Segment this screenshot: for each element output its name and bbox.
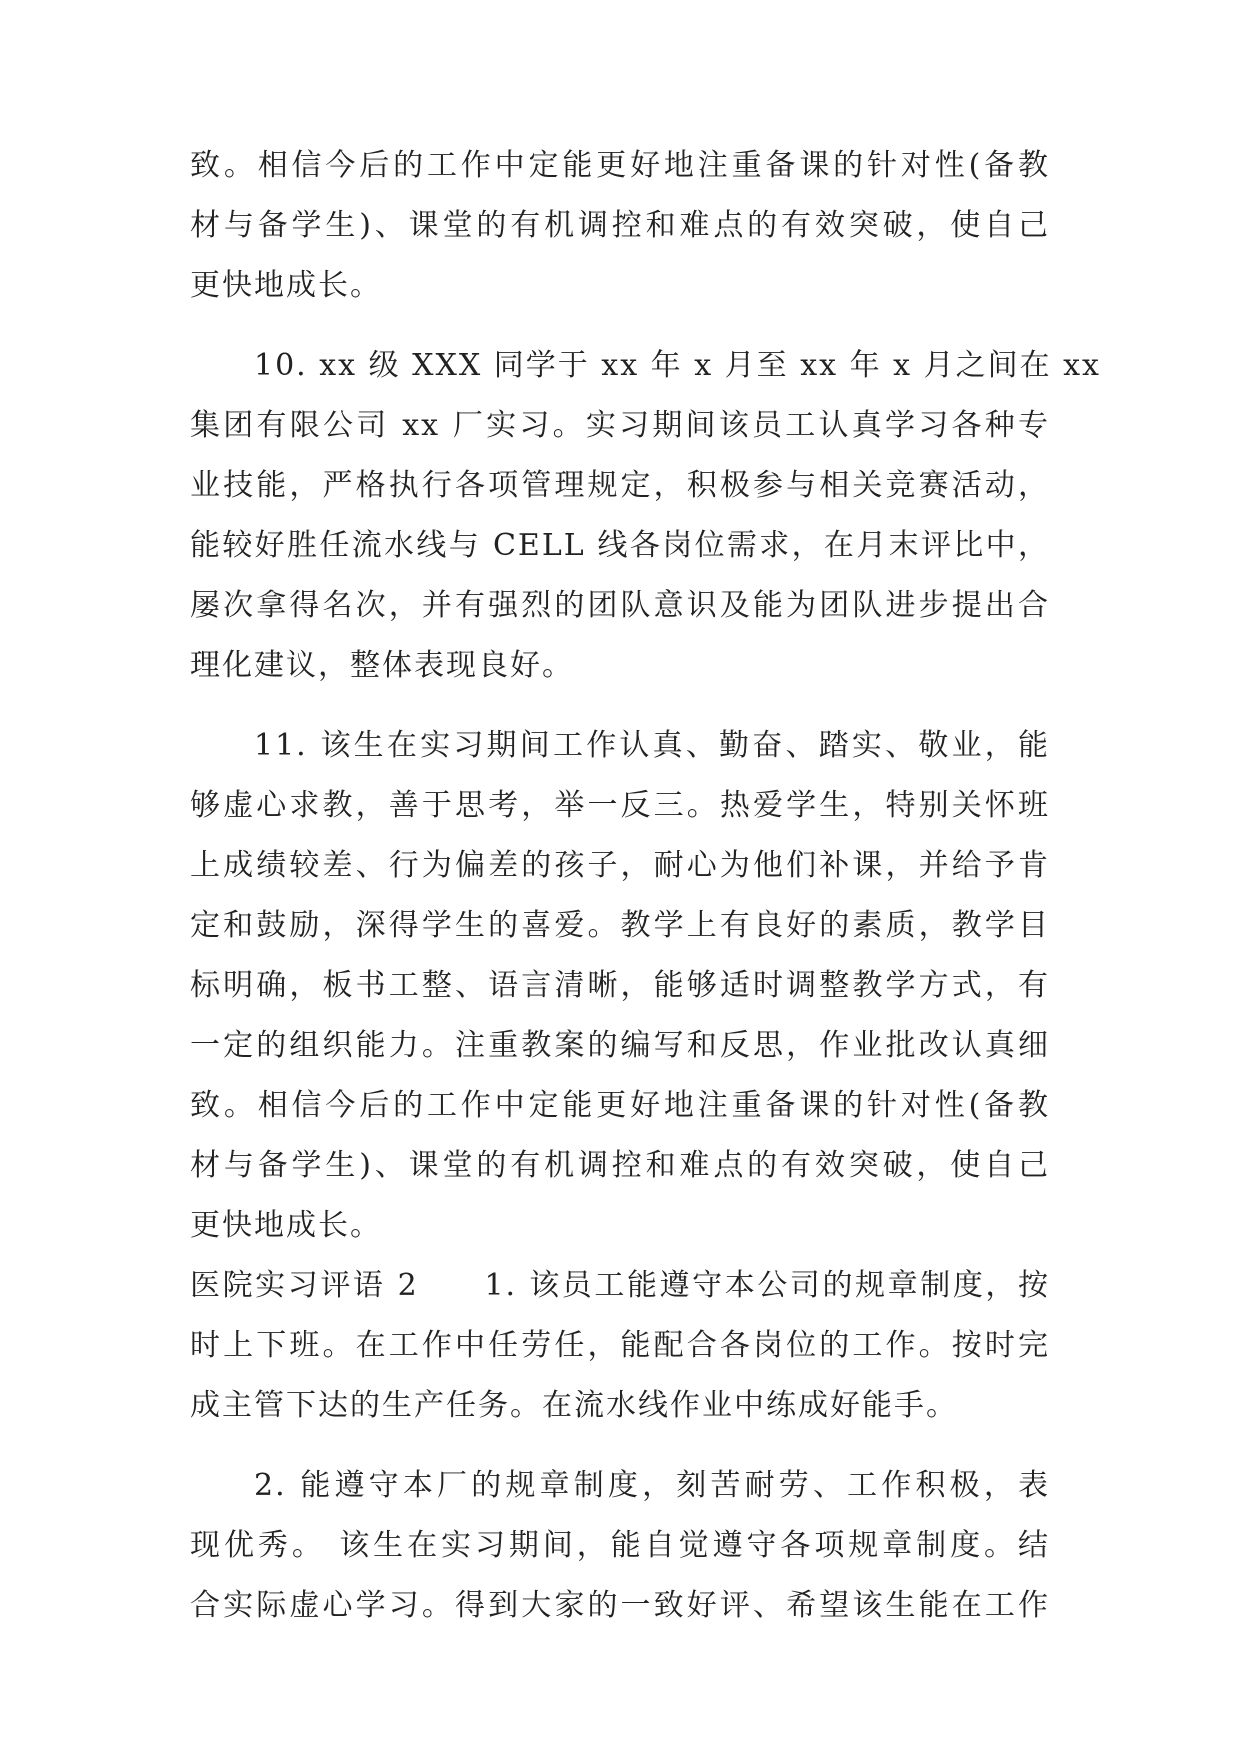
- text-line: 现优秀。 该生在实习期间，能自觉遵守各项规章制度。结: [190, 1528, 1050, 1563]
- text-line: 能较好胜任流水线与 CELL 线各岗位需求，在月末评比中，: [190, 528, 1050, 563]
- text-line: 更快地成长。: [190, 1208, 382, 1243]
- text-line: 10. xx 级 XXX 同学于 xx 年 x 月至 xx 年 x 月之间在 xx: [254, 348, 1101, 383]
- text-line: 11. 该生在实习期间工作认真、勤奋、踏实、敬业，能: [254, 728, 1050, 763]
- text-line: 标明确，板书工整、语言清晰，能够适时调整教学方式，有: [190, 968, 1050, 1003]
- text-line: 理化建议，整体表现良好。: [190, 648, 574, 683]
- text-line: 2. 能遵守本厂的规章制度，刻苦耐劳、工作积极，表: [254, 1468, 1050, 1503]
- text-line: 一定的组织能力。注重教案的编写和反思，作业批改认真细: [190, 1028, 1050, 1063]
- text-line: 合实际虚心学习。得到大家的一致好评、希望该生能在工作: [190, 1588, 1050, 1623]
- text-line: 集团有限公司 xx 厂实习。实习期间该员工认真学习各种专: [190, 408, 1050, 443]
- text-line: 材与备学生)、课堂的有机调控和难点的有效突破，使自己: [190, 208, 1050, 243]
- text-line: 定和鼓励，深得学生的喜爱。教学上有良好的素质，教学目: [190, 908, 1050, 943]
- text-line: 医院实习评语 2 1. 该员工能遵守本公司的规章制度，按: [190, 1268, 1050, 1303]
- text-line: 上成绩较差、行为偏差的孩子，耐心为他们补课，并给予肯: [190, 848, 1050, 883]
- text-line: 致。相信今后的工作中定能更好地注重备课的针对性(备教: [190, 148, 1050, 183]
- text-line: 致。相信今后的工作中定能更好地注重备课的针对性(备教: [190, 1088, 1050, 1123]
- text-line: 时上下班。在工作中任劳任，能配合各岗位的工作。按时完: [190, 1328, 1050, 1363]
- text-line: 屡次拿得名次，并有强烈的团队意识及能为团队进步提出合: [190, 588, 1050, 623]
- text-line: 更快地成长。: [190, 268, 382, 303]
- text-line: 业技能，严格执行各项管理规定，积极参与相关竞赛活动，: [190, 468, 1050, 503]
- text-line: 成主管下达的生产任务。在流水线作业中练成好能手。: [190, 1388, 958, 1423]
- text-line: 够虚心求教，善于思考，举一反三。热爱学生，特别关怀班: [190, 788, 1050, 823]
- text-line: 材与备学生)、课堂的有机调控和难点的有效突破，使自己: [190, 1148, 1050, 1183]
